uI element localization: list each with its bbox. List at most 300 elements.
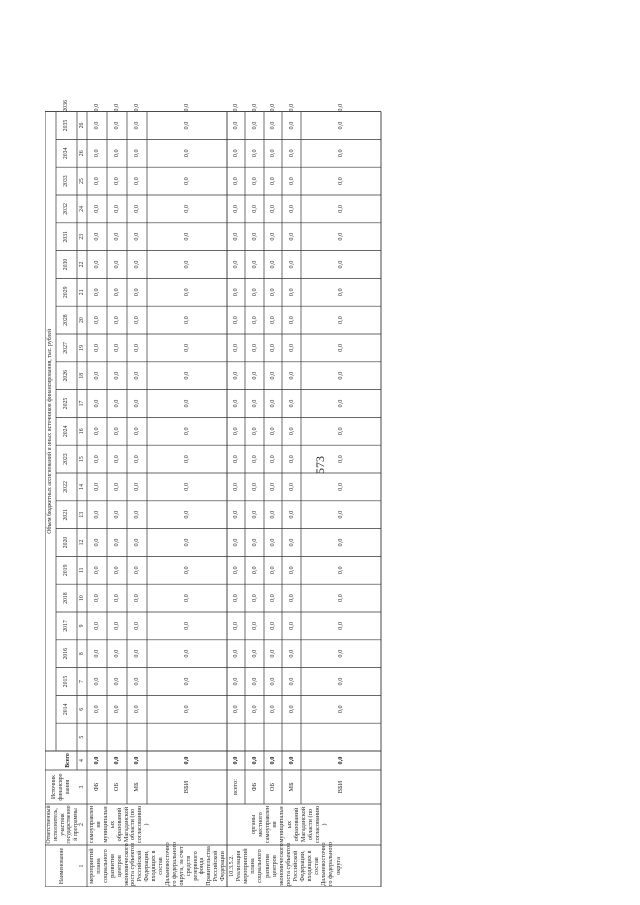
year-value-cell: 0,0 bbox=[183, 316, 190, 325]
year-value-cell: 0,0 bbox=[232, 621, 239, 630]
year-value-cell: 0,0 bbox=[269, 455, 276, 464]
executor-text: образований bbox=[115, 807, 123, 842]
year-value-cell: 0,0 bbox=[337, 260, 344, 269]
year-column-header: 2021 bbox=[63, 508, 69, 521]
year-value-cell: 0,0 bbox=[232, 538, 239, 547]
year-value-cell: 0,0 bbox=[232, 649, 239, 658]
year-value-cell: 0,0 bbox=[113, 455, 120, 464]
row-name-text: Дальневосточно bbox=[163, 842, 171, 886]
row-name-text: го федерального bbox=[170, 841, 178, 886]
year-value-cell: 0,0 bbox=[93, 621, 100, 630]
row-name-text: социального bbox=[101, 849, 109, 883]
year-value-cell: 0,0 bbox=[232, 103, 239, 112]
row-name-text: социального bbox=[256, 849, 264, 883]
executor-text: области (по bbox=[129, 808, 137, 841]
year-value-cell: 0,0 bbox=[113, 260, 120, 269]
year-value-cell: 0,0 bbox=[337, 427, 344, 436]
year-value-cell: 0,0 bbox=[93, 566, 100, 575]
column-number: 11 bbox=[79, 567, 85, 574]
source-cell: ОБ bbox=[269, 782, 276, 792]
year-value-cell: 0,0 bbox=[133, 677, 140, 686]
year-value-cell: 0,0 bbox=[337, 566, 344, 575]
year-value-cell: 0,0 bbox=[183, 427, 190, 436]
executor-text: Магаданской bbox=[299, 806, 307, 843]
year-column-header: 2026 bbox=[63, 369, 69, 382]
year-value-cell: 0,0 bbox=[287, 121, 295, 130]
year-value-cell: 0,0 bbox=[232, 149, 239, 158]
volume-header: Объем бюджетных ассигнований и иных источников финансирования, тыс. рублей bbox=[47, 328, 53, 534]
year-value-cell: 0,0 bbox=[287, 705, 295, 714]
year-value-cell: 0,0 bbox=[250, 316, 258, 325]
row-name-text: фонда bbox=[198, 857, 206, 875]
year-value-cell: 0,0 bbox=[93, 482, 100, 491]
year-value-cell: 0,0 bbox=[269, 121, 276, 130]
year-value-cell: 0,0 bbox=[337, 204, 344, 213]
year-value-cell: 0,0 bbox=[113, 538, 120, 547]
year-value-cell: 0,0 bbox=[93, 677, 100, 686]
year-column-header: 2031 bbox=[63, 230, 69, 243]
year-value-cell: 0,0 bbox=[93, 649, 100, 658]
total-value-cell: 0,0 bbox=[113, 756, 120, 765]
year-value-cell: 0,0 bbox=[232, 204, 239, 213]
column-number: 18 bbox=[79, 372, 85, 379]
year-value-cell: 0,0 bbox=[287, 260, 295, 269]
year-value-cell: 0,0 bbox=[269, 566, 276, 575]
column-number: 26 bbox=[79, 122, 85, 129]
year-value-cell: 0,0 bbox=[183, 204, 190, 213]
year-value-cell: 0,0 bbox=[113, 482, 120, 491]
total-value-cell: 0,0 bbox=[183, 756, 190, 765]
row-name-text: округа, за счет bbox=[177, 846, 185, 886]
year-value-cell: 0,0 bbox=[269, 343, 276, 352]
year-value-cell: 0,0 bbox=[337, 316, 344, 325]
year-value-cell: 0,0 bbox=[133, 538, 140, 547]
year-value-cell: 0,0 bbox=[250, 649, 258, 658]
year-value-cell: 0,0 bbox=[250, 594, 258, 603]
year-value-cell: 0,0 bbox=[232, 316, 239, 325]
year-value-cell: 0,0 bbox=[93, 149, 100, 158]
year-value-cell: 0,0 bbox=[133, 288, 140, 297]
source-cell: ОБ bbox=[113, 782, 120, 792]
year-value-cell: 0,0 bbox=[113, 288, 120, 297]
year-value-cell: 0,0 bbox=[287, 371, 295, 380]
year-value-cell: 0,0 bbox=[183, 177, 190, 186]
year-value-cell: 0,0 bbox=[232, 455, 239, 464]
year-value-cell: 0,0 bbox=[183, 288, 190, 297]
year-column-header: 2015 bbox=[63, 675, 69, 688]
executor-text: органы bbox=[250, 814, 257, 835]
row-name-text: Российской bbox=[136, 850, 144, 882]
source-cell: МБ bbox=[287, 782, 295, 792]
column-number: 15 bbox=[79, 456, 85, 462]
year-value-cell: 0,0 bbox=[183, 538, 190, 547]
year-value-cell: 0,0 bbox=[113, 121, 120, 130]
year-value-cell: 0,0 bbox=[113, 594, 120, 603]
year-value-cell: 0,0 bbox=[250, 260, 258, 269]
source-cell: МБ bbox=[133, 782, 140, 792]
year-value-cell: 0,0 bbox=[113, 316, 120, 325]
year-value-cell: 0,0 bbox=[287, 621, 295, 630]
year-value-cell: 0,0 bbox=[250, 482, 258, 491]
year-value-cell: 0,0 bbox=[93, 343, 100, 352]
year-value-cell: 0,0 bbox=[133, 566, 140, 575]
executor-text: ) bbox=[321, 823, 328, 826]
year-column-header: 2020 bbox=[63, 536, 69, 549]
year-value-cell: 0,0 bbox=[250, 705, 258, 714]
executor-text: ых bbox=[285, 820, 293, 829]
row-name-text: Федерации, bbox=[143, 850, 151, 882]
year-value-cell: 0,0 bbox=[287, 427, 295, 436]
year-value-cell: 0,0 bbox=[337, 677, 344, 686]
column-number: 6 bbox=[79, 707, 85, 711]
year-value-cell: 0,0 bbox=[269, 482, 276, 491]
executor-text: муниципальн bbox=[101, 806, 109, 843]
year-column-header: 2023 bbox=[63, 453, 69, 465]
column-number: 23 bbox=[79, 233, 85, 240]
page-number: 573 bbox=[313, 456, 327, 474]
row-name-text: входящих в bbox=[306, 850, 314, 882]
year-value-cell: 0,0 bbox=[93, 316, 100, 325]
year-value-cell: 0,0 bbox=[133, 427, 140, 436]
executor-column-header: й программы bbox=[73, 808, 80, 841]
year-value-cell: 0,0 bbox=[337, 538, 344, 547]
year-value-cell: 0,0 bbox=[287, 177, 295, 186]
year-value-cell: 0,0 bbox=[133, 177, 140, 186]
column-number: 19 bbox=[79, 345, 85, 351]
year-value-cell: 0,0 bbox=[287, 343, 295, 352]
year-value-cell: 0,0 bbox=[232, 260, 239, 269]
year-column-header: 2030 bbox=[63, 258, 69, 271]
year-value-cell: 0,0 bbox=[269, 677, 276, 686]
executor-text: местного bbox=[257, 812, 265, 837]
source-cell: ВБИ bbox=[337, 780, 344, 794]
year-value-cell: 0,0 bbox=[337, 371, 344, 380]
year-value-cell: 0,0 bbox=[133, 260, 140, 269]
year-value-cell: 0,0 bbox=[93, 177, 100, 186]
row-name-text: экономического bbox=[122, 843, 130, 886]
year-column-header: 2032 bbox=[63, 203, 69, 215]
executor-text: Магаданской bbox=[122, 806, 130, 843]
year-value-cell: 0,0 bbox=[250, 121, 258, 130]
row-name-text: экономического bbox=[277, 843, 285, 886]
year-value-cell: 0,0 bbox=[133, 705, 140, 714]
year-value-cell: 0,0 bbox=[337, 177, 344, 186]
year-column-header: 2028 bbox=[63, 314, 69, 326]
total-column-header: Всего bbox=[65, 753, 71, 768]
year-value-cell: 0,0 bbox=[133, 371, 140, 380]
executor-column-header: исполнитель, bbox=[52, 808, 59, 841]
year-value-cell: 0,0 bbox=[232, 677, 239, 686]
column-number: 7 bbox=[79, 680, 85, 683]
year-value-cell: 0,0 bbox=[232, 566, 239, 575]
executor-text: муниципальн bbox=[278, 806, 286, 843]
year-value-cell: 0,0 bbox=[337, 482, 344, 491]
year-value-cell: 0,0 bbox=[113, 149, 120, 158]
year-value-cell: 0,0 bbox=[93, 121, 100, 130]
year-value-cell: 0,0 bbox=[93, 510, 100, 519]
year-value-cell: 0,0 bbox=[93, 103, 100, 112]
year-value-cell: 0,0 bbox=[250, 566, 258, 575]
year-value-cell: 0,0 bbox=[113, 510, 120, 519]
year-value-cell: 0,0 bbox=[133, 232, 140, 241]
row-name-text: Реализация bbox=[235, 850, 243, 882]
year-value-cell: 0,0 bbox=[183, 103, 190, 112]
year-value-cell: 0,0 bbox=[133, 649, 140, 658]
row-name-text: Российской bbox=[212, 850, 220, 882]
column-number: 24 bbox=[79, 206, 85, 212]
year-value-cell: 0,0 bbox=[337, 705, 344, 714]
year-value-cell: 0,0 bbox=[183, 566, 190, 575]
column-number: 9 bbox=[79, 624, 85, 628]
year-value-cell: 0,0 bbox=[287, 649, 295, 658]
year-value-cell: 0,0 bbox=[337, 594, 344, 603]
year-value-cell: 0,0 bbox=[269, 204, 276, 213]
column-number: 2 bbox=[79, 823, 85, 826]
row-name-text: развития bbox=[263, 854, 271, 878]
year-column-header: 2022 bbox=[63, 481, 69, 493]
year-value-cell: 0,0 bbox=[113, 705, 120, 714]
source-cell: всего: bbox=[232, 779, 239, 795]
total-value-cell: 0,0 bbox=[269, 756, 276, 765]
row-name-text: состав bbox=[157, 857, 164, 875]
row-name-text: роста субъектов bbox=[129, 842, 137, 886]
year-value-cell: 0,0 bbox=[183, 371, 190, 380]
row-name-text: средств bbox=[184, 855, 192, 877]
year-value-cell: 0,0 bbox=[250, 538, 258, 547]
row-name-text: входящих в bbox=[150, 850, 158, 882]
year-value-cell: 0,0 bbox=[113, 621, 120, 630]
executor-text: области (по bbox=[306, 808, 314, 841]
year-value-cell: 0,0 bbox=[269, 288, 276, 297]
column-number: 13 bbox=[79, 511, 85, 518]
year-column-header: 2035 bbox=[63, 119, 69, 132]
year-value-cell: 0,0 bbox=[183, 260, 190, 269]
year-value-cell: 0,0 bbox=[133, 149, 140, 158]
column-number: 16 bbox=[79, 428, 85, 435]
year-value-cell: 0,0 bbox=[287, 103, 295, 112]
row-name-text: Российской bbox=[291, 850, 299, 882]
year-column-header: 2025 bbox=[63, 397, 69, 410]
year-value-cell: 0,0 bbox=[93, 705, 100, 714]
year-value-cell: 0,0 bbox=[113, 399, 120, 408]
year-value-cell: 0,0 bbox=[269, 103, 276, 112]
year-value-cell: 0,0 bbox=[269, 538, 276, 547]
total-value-cell: 0,0 bbox=[93, 756, 100, 765]
year-value-cell: 0,0 bbox=[287, 149, 295, 158]
year-value-cell: 0,0 bbox=[287, 288, 295, 297]
year-value-cell: 0,0 bbox=[287, 538, 295, 547]
total-value-cell: 0,0 bbox=[133, 756, 140, 765]
row-name-text: состав bbox=[313, 857, 321, 875]
year-value-cell: 0,0 bbox=[250, 621, 258, 630]
year-value-cell: 0,0 bbox=[113, 232, 120, 241]
executor-text: согласованию bbox=[136, 805, 144, 844]
year-value-cell: 0,0 bbox=[232, 371, 239, 380]
column-number: 10 bbox=[79, 595, 85, 601]
year-value-cell: 0,0 bbox=[93, 399, 100, 408]
column-number: 22 bbox=[79, 261, 85, 268]
year-value-cell: 0,0 bbox=[250, 371, 258, 380]
year-value-cell: 0,0 bbox=[337, 399, 344, 408]
year-value-cell: 0,0 bbox=[183, 621, 190, 630]
year-value-cell: 0,0 bbox=[183, 677, 190, 686]
year-value-cell: 0,0 bbox=[113, 177, 120, 186]
row-name-text: Дальневосточно bbox=[320, 842, 328, 886]
year-value-cell: 0,0 bbox=[250, 103, 258, 112]
year-value-cell: 0,0 bbox=[133, 343, 140, 352]
year-value-cell: 0,0 bbox=[287, 316, 295, 325]
year-value-cell: 0,0 bbox=[133, 594, 140, 603]
year-value-cell: 0,0 bbox=[337, 121, 344, 130]
source-cell: ФБ bbox=[250, 782, 258, 792]
source-column-header: вания bbox=[64, 779, 71, 795]
year-value-cell: 0,0 bbox=[269, 177, 276, 186]
year-value-cell: 0,0 bbox=[250, 427, 258, 436]
year-column-header: 2034 bbox=[63, 147, 69, 160]
row-name-text: роста субъектов bbox=[284, 842, 292, 886]
year-value-cell: 0,0 bbox=[113, 343, 120, 352]
executor-column-header: государственно bbox=[66, 805, 73, 844]
row-name-text: го федерального bbox=[327, 841, 335, 886]
year-value-cell: 0,0 bbox=[269, 705, 276, 714]
year-value-cell: 0,0 bbox=[269, 427, 276, 436]
year-column-header: 2018 bbox=[63, 592, 69, 604]
year-value-cell: 0,0 bbox=[269, 371, 276, 380]
row-name-text: округа bbox=[334, 857, 342, 875]
row-name-text: резервного bbox=[191, 851, 199, 881]
year-value-cell: 0,0 bbox=[183, 455, 190, 464]
year-value-cell: 0,0 bbox=[183, 649, 190, 658]
column-number: 8 bbox=[79, 652, 85, 656]
year-value-cell: 0,0 bbox=[183, 399, 190, 408]
year-value-cell: 0,0 bbox=[337, 232, 344, 241]
year-column-header: 2029 bbox=[63, 286, 69, 299]
year-value-cell: 0,0 bbox=[269, 649, 276, 658]
year-value-cell: 0,0 bbox=[183, 232, 190, 241]
row-name-text: развития bbox=[108, 854, 116, 878]
year-value-cell: 0,0 bbox=[250, 399, 258, 408]
year-value-cell: 0,0 bbox=[287, 566, 295, 575]
column-number: 4 bbox=[79, 759, 85, 762]
year-value-cell: 0,0 bbox=[183, 594, 190, 603]
column-number: 26 bbox=[79, 150, 85, 157]
column-number: 21 bbox=[79, 289, 85, 296]
column-number: 12 bbox=[79, 539, 85, 546]
year-column-header: 2024 bbox=[63, 425, 69, 438]
year-value-cell: 0,0 bbox=[269, 232, 276, 241]
year-value-cell: 0,0 bbox=[250, 204, 258, 213]
year-value-cell: 0,0 bbox=[232, 705, 239, 714]
year-value-cell: 0,0 bbox=[287, 204, 295, 213]
year-value-cell: 0,0 bbox=[133, 204, 140, 213]
year-value-cell: 0,0 bbox=[287, 232, 295, 241]
year-value-cell: 0,0 bbox=[287, 482, 295, 491]
year-value-cell: 0,0 bbox=[250, 288, 258, 297]
executor-column-header: Ответственный bbox=[46, 805, 52, 844]
year-value-cell: 0,0 bbox=[113, 204, 120, 213]
year-value-cell: 0,0 bbox=[183, 343, 190, 352]
year-value-cell: 0,0 bbox=[337, 649, 344, 658]
year-value-cell: 0,0 bbox=[133, 482, 140, 491]
year-value-cell: 0,0 bbox=[113, 427, 120, 436]
year-value-cell: 0,0 bbox=[250, 510, 258, 519]
row-name-text: плана bbox=[94, 858, 102, 874]
year-value-cell: 0,0 bbox=[113, 371, 120, 380]
year-value-cell: 0,0 bbox=[269, 399, 276, 408]
year-value-cell: 0,0 bbox=[93, 594, 100, 603]
total-value-cell: 0,0 bbox=[232, 756, 239, 765]
column-number: 14 bbox=[79, 484, 85, 490]
column-number: 1 bbox=[79, 864, 85, 868]
year-value-cell: 0,0 bbox=[269, 316, 276, 325]
year-value-cell: 0,0 bbox=[232, 594, 239, 603]
year-value-cell: 0,0 bbox=[250, 149, 258, 158]
year-value-cell: 0,0 bbox=[93, 427, 100, 436]
year-value-cell: 0,0 bbox=[93, 455, 100, 464]
year-value-cell: 0,0 bbox=[250, 343, 258, 352]
year-value-cell: 0,0 bbox=[133, 121, 140, 130]
year-value-cell: 0,0 bbox=[133, 510, 140, 519]
year-value-cell: 0,0 bbox=[287, 510, 295, 519]
year-value-cell: 0,0 bbox=[269, 149, 276, 158]
year-value-cell: 0,0 bbox=[269, 594, 276, 603]
year-value-cell: 0,0 bbox=[93, 204, 100, 213]
year-column-header: 2017 bbox=[63, 620, 69, 632]
year-value-cell: 0,0 bbox=[232, 482, 239, 491]
year-value-cell: 0,0 bbox=[337, 455, 344, 464]
column-number: 25 bbox=[79, 178, 85, 184]
executor-text: ия bbox=[94, 821, 102, 828]
year-value-cell: 0,0 bbox=[183, 510, 190, 519]
column-number: 17 bbox=[79, 400, 85, 407]
year-value-cell: 0,0 bbox=[232, 427, 239, 436]
year-value-cell: 0,0 bbox=[113, 677, 120, 686]
year-value-cell: 0,0 bbox=[337, 103, 344, 112]
column-number: 20 bbox=[79, 317, 85, 323]
year-value-cell: 0,0 bbox=[93, 538, 100, 547]
year-value-cell: 0,0 bbox=[133, 455, 140, 464]
year-value-cell: 0,0 bbox=[93, 260, 100, 269]
year-value-cell: 0,0 bbox=[250, 177, 258, 186]
year-value-cell: 0,0 bbox=[337, 343, 344, 352]
year-column-header: 2016 bbox=[63, 647, 69, 660]
year-value-cell: 0,0 bbox=[93, 232, 100, 241]
row-name-text: Федерации bbox=[219, 851, 227, 881]
executor-text: ) bbox=[143, 823, 151, 826]
column-number: 3 bbox=[79, 785, 85, 789]
row-name-text: плана bbox=[249, 858, 257, 874]
row-name-text: 10.3.5.2. bbox=[228, 854, 235, 878]
year-value-cell: 0,0 bbox=[232, 343, 239, 352]
total-value-cell: 0,0 bbox=[337, 756, 344, 765]
row-name-text: центров bbox=[270, 855, 278, 877]
year-value-cell: 0,0 bbox=[232, 232, 239, 241]
row-name-text: мероприятий bbox=[88, 848, 95, 884]
row-name-text: центров bbox=[115, 855, 123, 877]
total-value-cell: 0,0 bbox=[287, 756, 295, 765]
year-value-cell: 0,0 bbox=[337, 288, 344, 297]
executor-text: образований bbox=[292, 807, 300, 842]
executor-text: самоуправлен bbox=[264, 805, 272, 844]
year-value-cell: 0,0 bbox=[133, 103, 140, 112]
year-value-cell: 0,0 bbox=[287, 399, 295, 408]
column-number: 5 bbox=[79, 735, 85, 739]
year-value-cell: 0,0 bbox=[269, 260, 276, 269]
year-column-header: 2019 bbox=[63, 564, 69, 577]
year-value-cell: 0,0 bbox=[232, 399, 239, 408]
year-value-cell: 0,0 bbox=[113, 566, 120, 575]
year-value-cell: 0,0 bbox=[183, 121, 190, 130]
